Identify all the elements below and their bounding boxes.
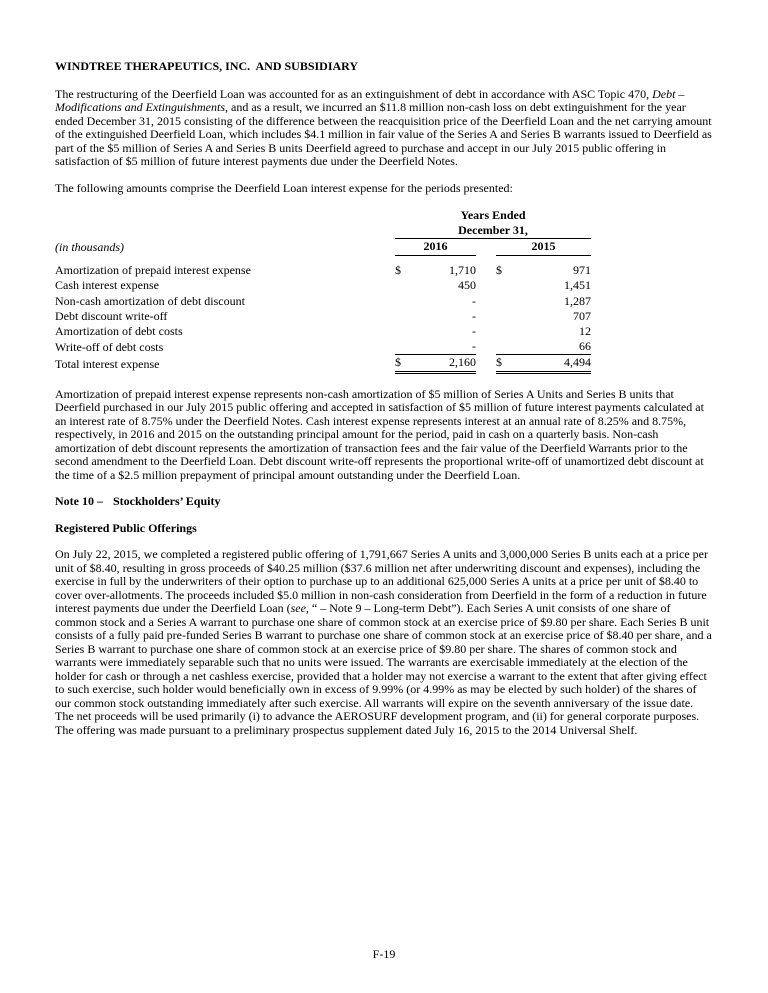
units-caption: (in thousands)	[55, 239, 124, 254]
row-label-cell: Debt discount write-off	[55, 308, 168, 323]
value-cell-2016: -	[472, 293, 476, 308]
dollar-sign-2015: $	[496, 263, 502, 278]
empty-cell	[55, 208, 395, 223]
dollar-sign-2016	[395, 294, 409, 309]
period-header-row-1	[55, 208, 591, 223]
value-cell-2015: 971	[573, 263, 591, 278]
dollar-sign-2016: $	[395, 263, 401, 278]
dollar-sign-2015	[496, 278, 510, 293]
period-header-line1: Years Ended	[460, 208, 526, 222]
table-total-row	[55, 355, 591, 372]
value-cell-2016: -	[472, 323, 476, 338]
note-title: Stockholders’ Equity	[113, 494, 221, 509]
table-row	[55, 263, 591, 278]
table-row	[55, 324, 591, 339]
dollar-sign-2016	[395, 309, 409, 324]
column-gap	[476, 324, 496, 339]
paragraph-offering	[55, 548, 712, 737]
text-segment: “ – Note 9 – Long-term Debt”). Each Series A unit consists of one share of common stock and a Series A warrant to purchase one share of common stock at an exercise price of $9.80 per share. Each Series B unit consists of a fully paid pre-funded Series B warrant to purchase one share of common stock at an exercise price of $8.40 per share, and a Series B warrant to purchase one share of common stock at an exercise price of $9.80 per share. The shares of common stock and warrants were immediately separable such that no units were issued. The warrants are exercisable immediately at the election of the holder for cash or through a net cashless exercise, provided that a holder may not exercise a warrant to the extent that after giving effect to such exercise, such holder would beneficially own in excess of 9.99% (or 4.99% as may be elected by such holder) of the shares of our common stock outstanding immediately after such exercise. All warrants will expire on the seventh anniversary of the issue date. The net proceeds will be used primarily (i) to advance the AEROSURF development program, and (ii) for general corporate purposes. The offering was made pursuant to a preliminary prospectus supplement dated July 16, 2015 to the 2014 Universal Shelf.	[55, 601, 712, 737]
paragraph-table-intro: The following amounts comprise the Deerfield Loan interest expense for the periods presented:	[55, 180, 513, 195]
row-label-cell: Cash interest expense	[55, 278, 159, 293]
value-cell-2016: 2,160	[409, 355, 476, 372]
note-number: Note 10 –	[55, 494, 103, 509]
column-gap	[476, 339, 496, 355]
paragraph-amortization-explanation: Amortization of prepaid interest expense represents non-cash amortization of $5 million of Series A Units and Series B units that Deerfield purchased in our July 2015 public offering and accepted in satisfaction of $5 million of future interest payments calculated at an interest rate of 8.75% under the Deerfield Notes. Cash interest expense represents interest at an annual rate of 8.25% and 8.75%, respectively, in 2016 and 2015 on the outstanding principal amount for the period, paid in cash on a quarterly basis. Non-cash amortization of debt discount represents the amortization of transaction fees and the fair value of the Deerfield Warrants prior to the second amendment to the Deerfield Loan. Debt discount write-off represents the proportional write-off of unamortized debt discount at the time of a $2.5 million prepayment of principal amount outstanding under the Deerfield Loan.	[55, 386, 704, 482]
text-segment: The restructuring of the Deerfield Loan was accounted for as an extinguishment of debt in accordance with ASC Topic 470,	[55, 86, 653, 101]
text-segment: , and as a result, we incurred an $11.8 million non-cash loss on debt extinguishment for the year ended December 31, 2015 consisting of the difference between the reacquisition price of the Deerfield Loan and the net carrying amount of the extinguished Deerfield Loan, which includes $4.1 million in fair value of the Series A and Series B warrants issued to Deerfield as part of the $5 million of Series A and Series B units Deerfield agreed to purchase and accept in our July 2015 public offering in satisfaction of $5 million of future interest payments due under the Deerfield Notes.	[55, 100, 712, 168]
dollar-sign-2016	[395, 324, 409, 339]
value-cell-2016: -	[409, 339, 476, 355]
dollar-sign-2015	[496, 324, 510, 339]
value-cell-2015: 12	[579, 323, 591, 338]
column-gap	[476, 263, 496, 278]
table-row	[55, 278, 591, 293]
interest-expense-table	[55, 208, 591, 374]
column-gap	[476, 239, 496, 255]
paragraph-restructuring	[55, 88, 712, 169]
table-row	[55, 309, 591, 324]
value-cell-2016: -	[472, 308, 476, 323]
value-cell-2015: 1,451	[564, 278, 591, 293]
italic-see-reference: see,	[290, 601, 309, 616]
company-header: WINDTREE THERAPEUTICS, INC. AND SUBSIDIARY	[55, 59, 359, 73]
row-label-cell: Amortization of prepaid interest expense	[55, 263, 251, 278]
dollar-sign-2015	[496, 339, 510, 355]
page-number: F-19	[372, 947, 396, 961]
column-gap	[476, 278, 496, 293]
dollar-sign-2016	[395, 278, 409, 293]
text-segment: On July 22, 2015, we completed a registered public offering of 1,791,667 Series A units and 3,000,000 Series B units each at a price per unit of $8.40, resulting in gross proceeds of $40.25 million ($37.6 million net after underwriting discount and expenses), including the exercise in full by the underwriters of their option to purchase up to an additional 625,000 Series A units at a price per unit of $8.40 to cover over-allotments. The proceeds included $5.0 million in non-cash consideration from Deerfield in the form of a reduction in future interest payments due under the Deerfield Loan (	[55, 547, 708, 616]
spacer-row	[55, 255, 591, 263]
year-header-row	[55, 239, 591, 255]
row-label-cell: Amortization of debt costs	[55, 323, 183, 338]
value-cell-2015: 4,494	[510, 355, 591, 372]
value-cell-2016: 450	[458, 278, 476, 293]
dollar-sign-2016: $	[395, 355, 409, 372]
dollar-sign-2015	[496, 294, 510, 309]
dollar-sign-2015	[496, 309, 510, 324]
column-gap	[476, 309, 496, 324]
note-heading	[55, 495, 712, 509]
dollar-sign-2015: $	[496, 355, 510, 372]
value-cell-2015: 66	[510, 339, 591, 355]
empty-cell	[55, 223, 395, 239]
year-column-2015: 2015	[496, 239, 591, 255]
row-label-cell: Non-cash amortization of debt discount	[55, 293, 245, 308]
value-cell-2015: 1,287	[564, 293, 591, 308]
italic-citation: Debt – Modifications and Extinguishments	[55, 86, 685, 114]
value-cell-2015: 707	[573, 308, 591, 323]
period-header-row-2	[55, 223, 591, 239]
row-label-cell: Write-off of debt costs	[55, 339, 164, 354]
dollar-sign-2016	[395, 339, 409, 355]
column-gap	[476, 355, 496, 372]
table-row	[55, 294, 591, 309]
table-row	[55, 339, 591, 355]
period-header-line2: December 31,	[395, 223, 591, 239]
section-subheading: Registered Public Offerings	[55, 520, 197, 535]
column-gap	[476, 294, 496, 309]
year-column-2016: 2016	[395, 239, 476, 255]
row-label-cell: Total interest expense	[55, 356, 160, 371]
value-cell-2016: 1,710	[449, 263, 476, 278]
